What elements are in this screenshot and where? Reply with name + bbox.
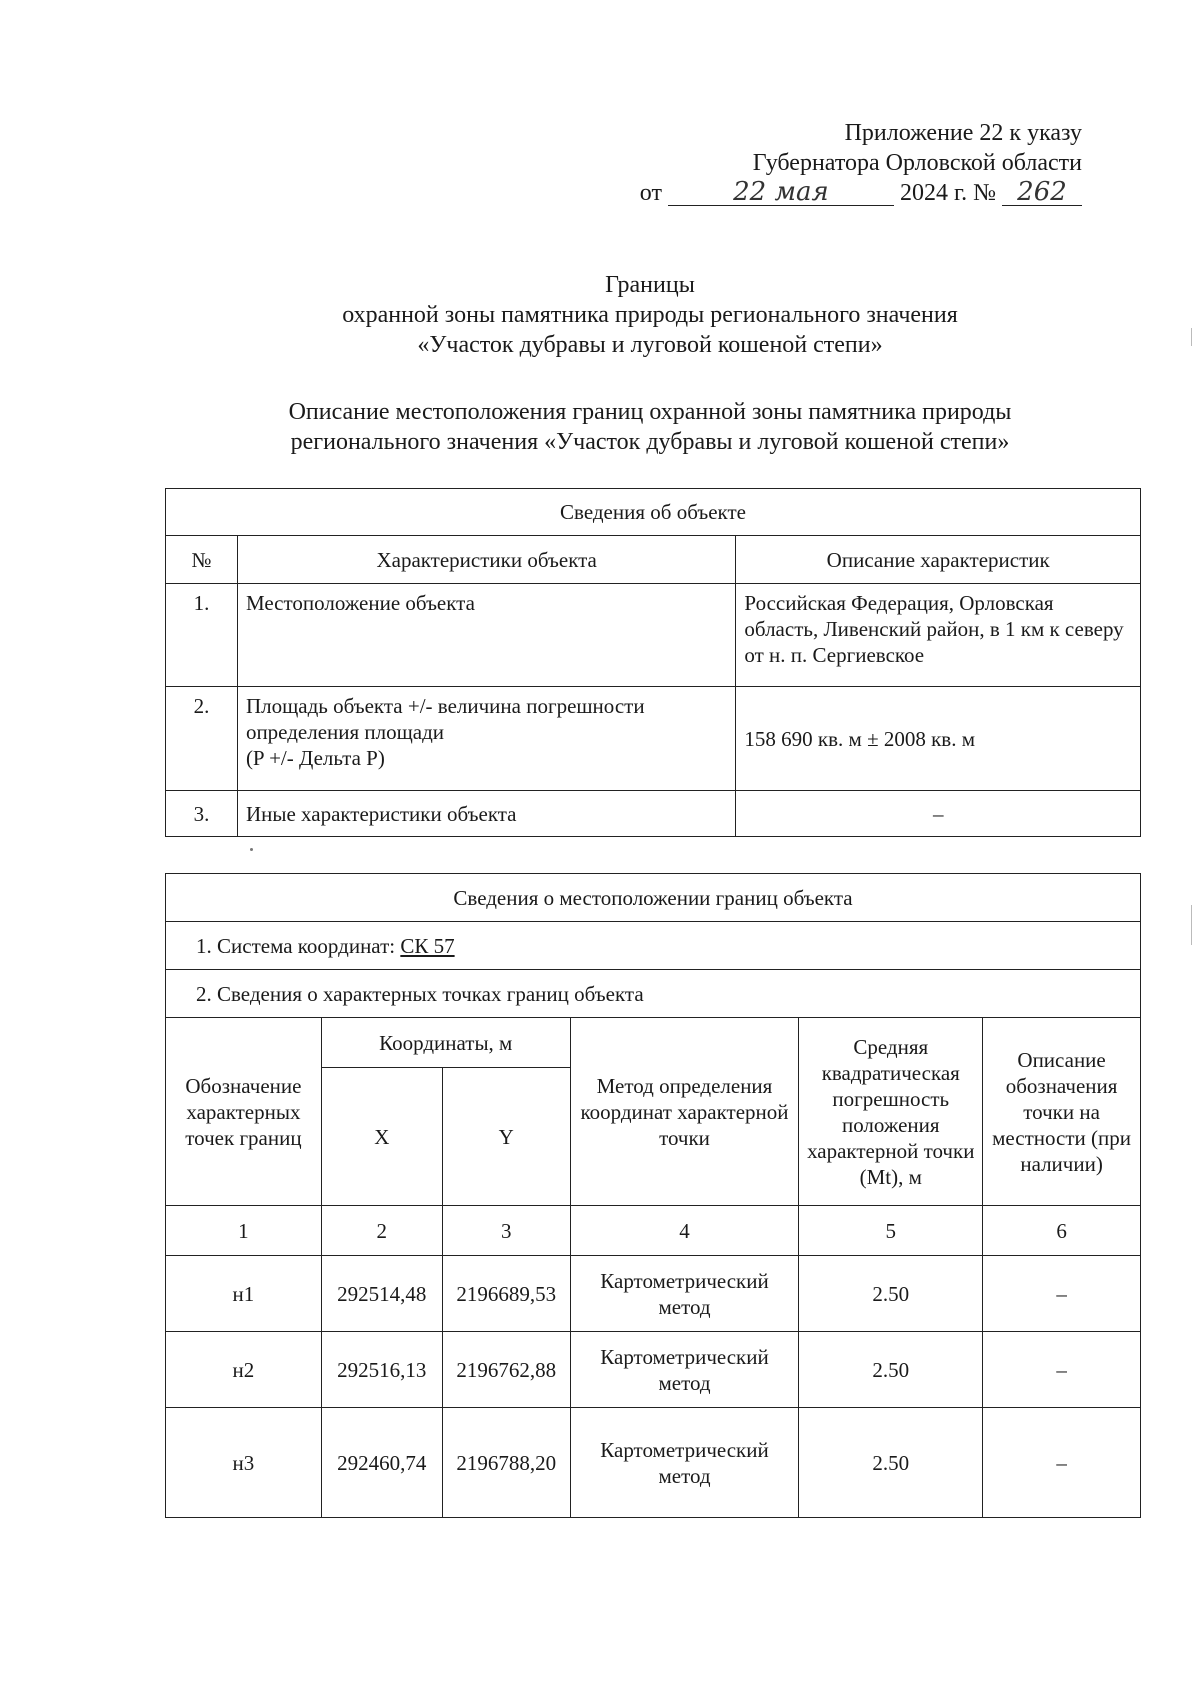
header-description: Описание характеристик bbox=[736, 536, 1141, 584]
coord-system-row bbox=[166, 922, 1141, 970]
table-row bbox=[166, 584, 1141, 687]
col-number: 1 bbox=[166, 1206, 322, 1256]
header-x: X bbox=[321, 1068, 442, 1206]
title-line-2: охранной зоны памятника природы регионального значения bbox=[342, 302, 958, 328]
row-num: 3. bbox=[166, 791, 238, 837]
point-id: н2 bbox=[166, 1332, 322, 1408]
point-desc: – bbox=[983, 1256, 1141, 1332]
object-info-table bbox=[165, 488, 1141, 837]
header-error: Средняя квадратическая погрешность положения характерной точки (Mt), м bbox=[799, 1018, 983, 1206]
header-coords: Координаты, м bbox=[321, 1018, 570, 1068]
error: 2.50 bbox=[799, 1256, 983, 1332]
year-text: 2024 г. № bbox=[899, 180, 996, 206]
document-title bbox=[150, 270, 1150, 360]
object-table-caption: Сведения об объекте bbox=[166, 489, 1141, 536]
table-row bbox=[166, 1332, 1141, 1408]
method: Картометрический метод bbox=[570, 1408, 799, 1518]
row-num: 2. bbox=[166, 687, 238, 791]
coord-system-value: СК 57 bbox=[400, 933, 455, 958]
point-desc: – bbox=[983, 1332, 1141, 1408]
table-row bbox=[166, 1256, 1141, 1332]
appendix-line-1: Приложение 22 к указу bbox=[844, 120, 1082, 146]
handwritten-number: 262 bbox=[1002, 179, 1082, 206]
header-characteristics: Характеристики объекта bbox=[237, 536, 735, 584]
row-num: 1. bbox=[166, 584, 238, 687]
row-name bbox=[237, 687, 735, 791]
table-row bbox=[166, 791, 1141, 837]
row-name-line: (P +/- Дельта P) bbox=[245, 746, 385, 770]
row-desc: Российская Федерация, Орловская область, Ливенский район, в 1 км к северу от н. п. Сергиевское bbox=[736, 584, 1141, 687]
title-line-1: Границы bbox=[605, 272, 695, 298]
scan-margin-mark bbox=[1191, 905, 1192, 945]
column-number-row bbox=[166, 1206, 1141, 1256]
date-prefix: от bbox=[639, 180, 662, 206]
row-name: Местоположение объекта bbox=[237, 584, 735, 687]
col-number: 6 bbox=[983, 1206, 1141, 1256]
stray-dot bbox=[250, 848, 253, 851]
coord-system-label: 1. Система координат: bbox=[196, 933, 396, 958]
appendix-header bbox=[622, 118, 1082, 208]
table-row bbox=[166, 687, 1141, 791]
title-line-3: «Участок дубравы и луговой кошеной степи» bbox=[417, 332, 883, 358]
row-desc: – bbox=[736, 791, 1141, 837]
header-y: Y bbox=[442, 1068, 570, 1206]
header-num: № bbox=[166, 536, 238, 584]
point-desc: – bbox=[983, 1408, 1141, 1518]
point-id: н3 bbox=[166, 1408, 322, 1518]
coord-x: 292514,48 bbox=[321, 1256, 442, 1332]
error: 2.50 bbox=[799, 1408, 983, 1518]
appendix-date-line bbox=[622, 178, 1082, 208]
coord-y: 2196762,88 bbox=[442, 1332, 570, 1408]
method: Картометрический метод bbox=[570, 1332, 799, 1408]
header-point: Обозначение характерных точек границ bbox=[166, 1018, 322, 1206]
subtitle-line-2: регионального значения «Участок дубравы и луговой кошеной степи» bbox=[290, 429, 1010, 455]
point-id: н1 bbox=[166, 1256, 322, 1332]
coord-x: 292516,13 bbox=[321, 1332, 442, 1408]
scan-margin-mark bbox=[1191, 328, 1192, 346]
row-name-line: определения площади bbox=[245, 720, 445, 744]
coord-x: 292460,74 bbox=[321, 1408, 442, 1518]
appendix-line-2: Губернатора Орловской области bbox=[752, 150, 1082, 176]
bounds-table-caption: Сведения о местоположении границ объекта bbox=[166, 874, 1141, 922]
coord-y: 2196788,20 bbox=[442, 1408, 570, 1518]
col-number: 3 bbox=[442, 1206, 570, 1256]
row-name: Иные характеристики объекта bbox=[237, 791, 735, 837]
header-desc: Описание обозначения точки на местности (при наличии) bbox=[983, 1018, 1141, 1206]
boundary-table bbox=[165, 873, 1141, 1518]
col-number: 4 bbox=[570, 1206, 799, 1256]
handwritten-date: 22 мая bbox=[668, 179, 894, 206]
points-caption: 2. Сведения о характерных точках границ объекта bbox=[166, 970, 1141, 1018]
row-name-line: Площадь объекта +/- величина погрешности bbox=[245, 694, 645, 718]
subtitle-line-1: Описание местоположения границ охранной зоны памятника природы bbox=[288, 399, 1012, 425]
coord-y: 2196689,53 bbox=[442, 1256, 570, 1332]
error: 2.50 bbox=[799, 1332, 983, 1408]
col-number: 5 bbox=[799, 1206, 983, 1256]
col-number: 2 bbox=[321, 1206, 442, 1256]
table-row bbox=[166, 1408, 1141, 1518]
header-method: Метод определения координат характерной точки bbox=[570, 1018, 799, 1206]
row-desc: 158 690 кв. м ± 2008 кв. м bbox=[736, 687, 1141, 791]
document-subtitle bbox=[150, 397, 1150, 457]
method: Картометрический метод bbox=[570, 1256, 799, 1332]
